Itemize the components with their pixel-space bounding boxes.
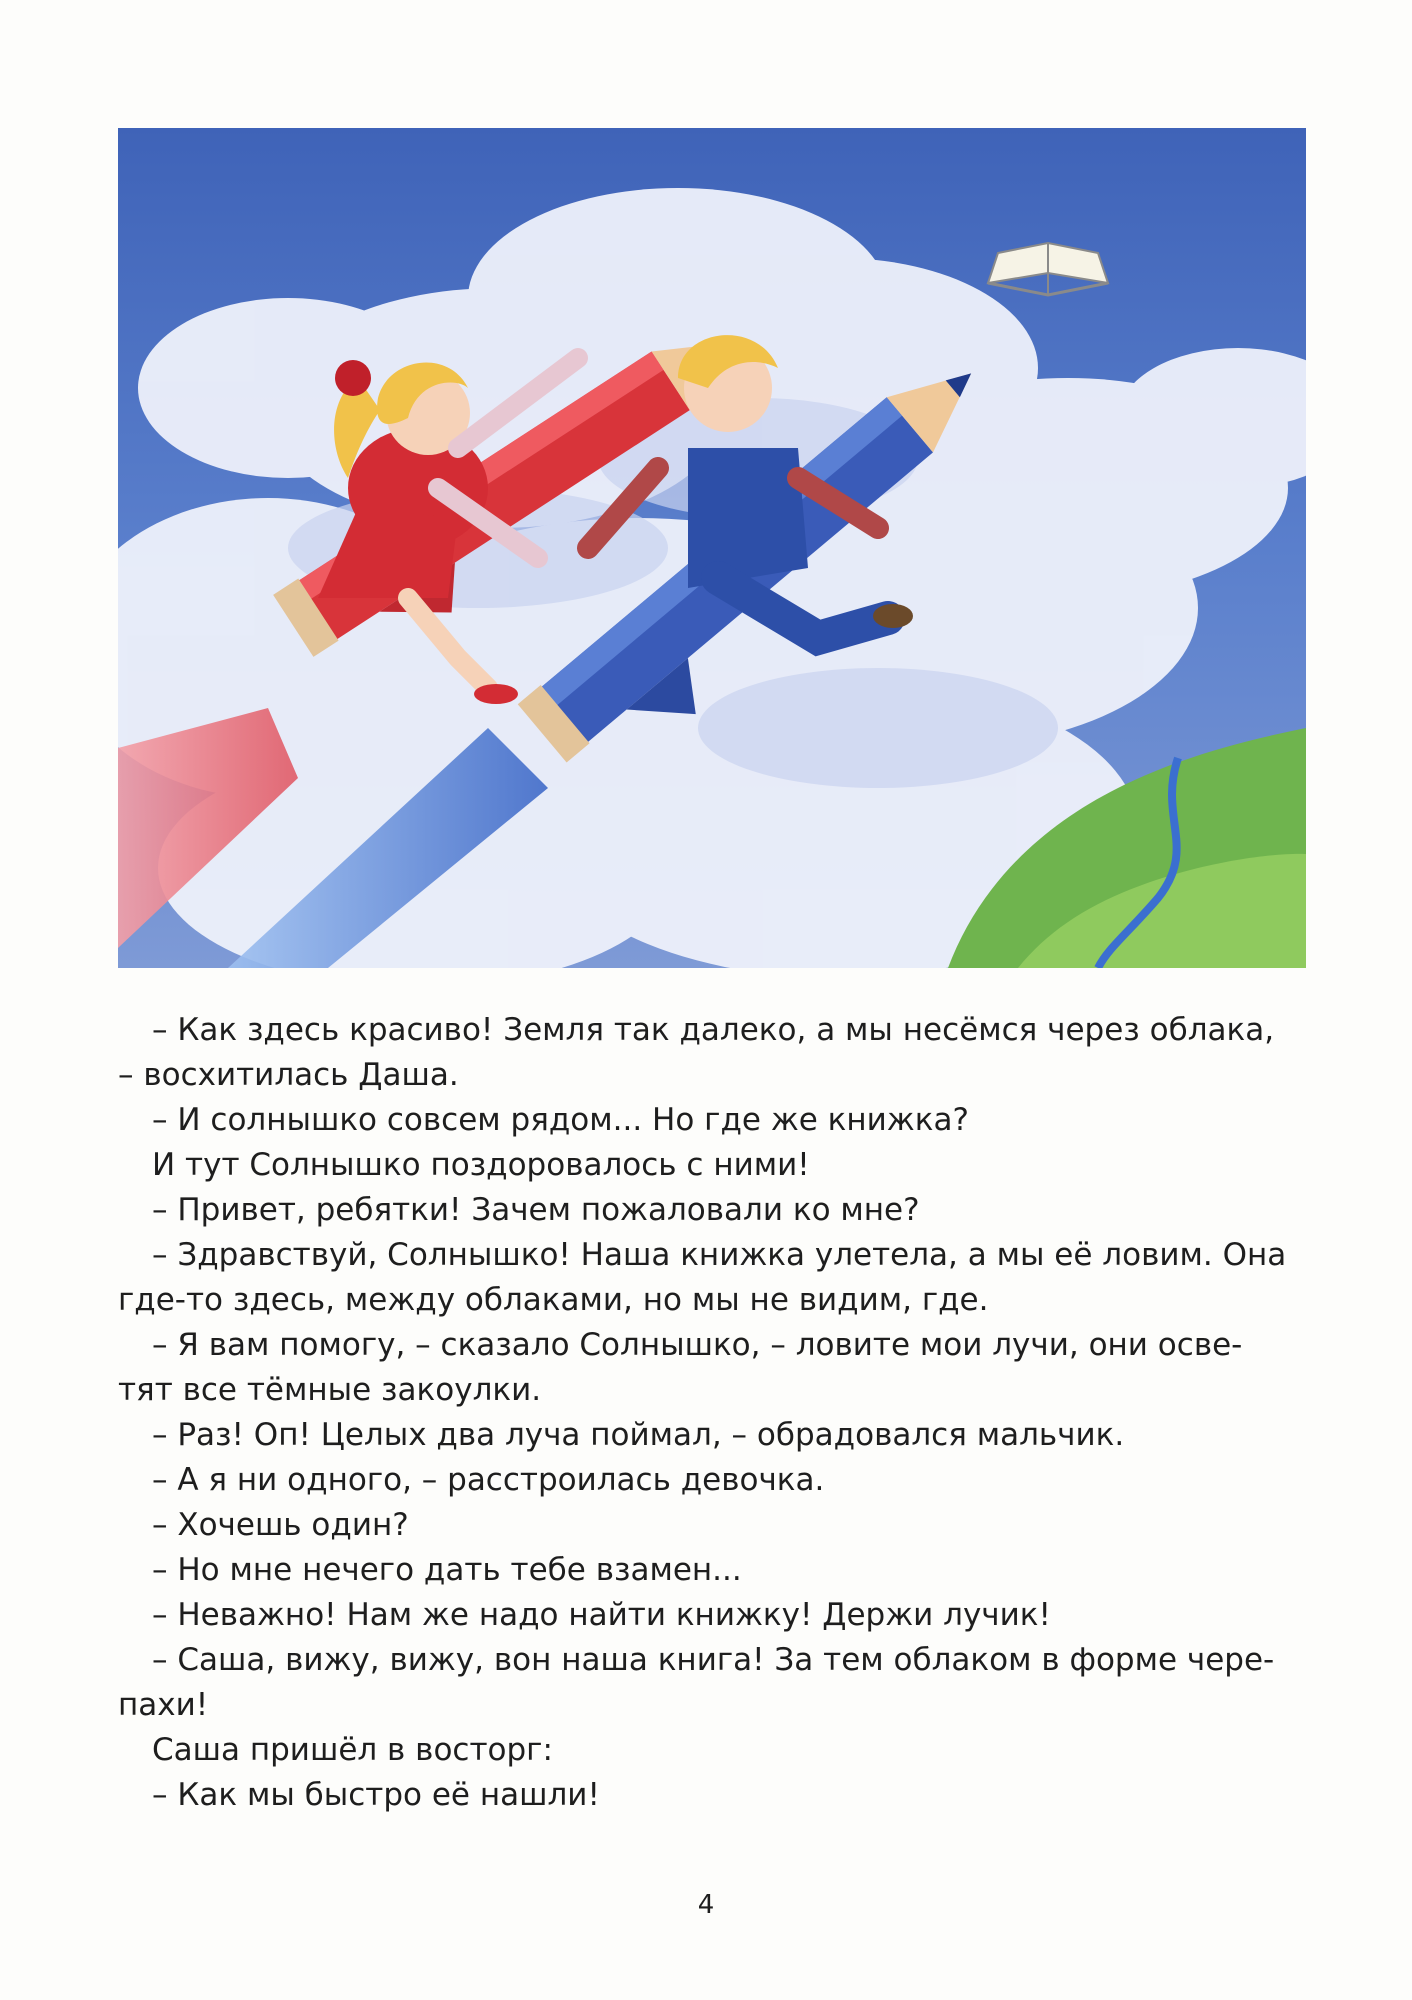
story-illustration (118, 128, 1306, 968)
text-line: – Привет, ребятки! Зачем пожаловали ко мне? (152, 1192, 920, 1228)
text-line: пахи! (118, 1687, 209, 1723)
text-line: – Раз! Оп! Целых два луча поймал, – обрадовался мальчик. (152, 1417, 1125, 1453)
text-line: – восхитилась Даша. (118, 1057, 459, 1093)
text-line: – Я вам помогу, – сказало Солнышко, – ловите мои лучи, они осве- (152, 1327, 1243, 1363)
text-line: – И солнышко совсем рядом... Но где же книжка? (152, 1102, 969, 1138)
text-line: И тут Солнышко поздоровалось с ними! (152, 1147, 810, 1183)
story-text (118, 1008, 1306, 1818)
open-book (988, 243, 1108, 295)
text-line: – Как здесь красиво! Земля так далеко, а мы несёмся через облака, (152, 1012, 1275, 1048)
text-line: – Саша, вижу, вижу, вон наша книга! За тем облаком в форме чере- (152, 1642, 1275, 1678)
text-line: – Здравствуй, Солнышко! Наша книжка улетела, а мы её ловим. Она (152, 1237, 1287, 1273)
text-line: – Как мы быстро её нашли! (152, 1777, 600, 1813)
text-line: Саша пришёл в восторг: (152, 1732, 553, 1768)
text-line: где-то здесь, между облаками, но мы не видим, где. (118, 1282, 989, 1318)
text-line: тят все тёмные закоулки. (118, 1372, 542, 1408)
text-line: – Но мне нечего дать тебе взамен... (152, 1552, 742, 1588)
text-line: – Неважно! Нам же надо найти книжку! Держи лучик! (152, 1597, 1051, 1633)
text-line: – А я ни одного, – расстроилась девочка. (152, 1462, 825, 1498)
text-line: – Хочешь один? (152, 1507, 409, 1543)
page-number: 4 (697, 1890, 715, 1920)
